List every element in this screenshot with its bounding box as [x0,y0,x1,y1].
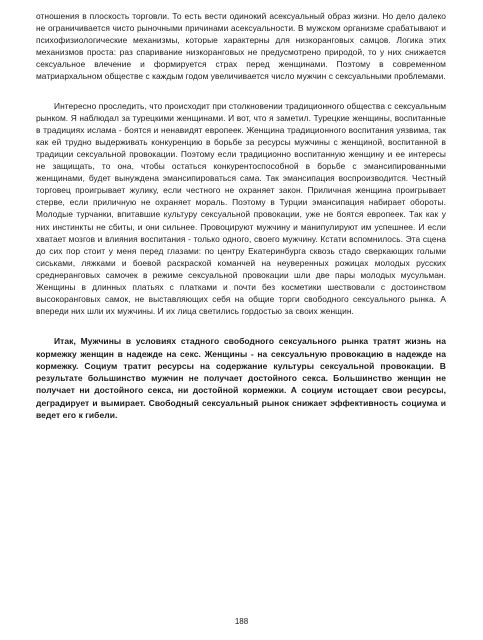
page-body [36,10,446,421]
paragraph-2: Интересно проследить, что происходит при столкновении традиционного общества с сексуальным рынком. Я наблюдал за турецкими женщинами. И вот, что я заметил. Турецкие женщины, воспитанные в традициях ислама - боятся и ненавидят европеек. Женщина традиционного воспитания уязвима, так как ей трудно выдерживать конкуренцию в борьбе за ресурсы мужчины с женщиной, воспитанной в традиции сексуальной провокации. Поэтому если традиционно воспитанную женщину и ее интересы не защищать, то она, чтобы остаться конкурентоспособной в борьбе с эмансипированными женщинами, будет вынуждена эмансипироваться сама. Так эмансипация воспроизводится. Честный торговец проигрывает жулику, если честного не охраняет закон. Приличная женщина проигрывает стерве, если приличную не охраняет мораль. Поэтому в Турции эмансипация набирает обороты. Молодые турчанки, впитавшие культуру сексуальной провокации, уже не боятся европеек. Так как у них инстинкты не сбиты, и они сильнее. Провоцируют мужчину и манипулируют им успешнее. И если хватает мозгов и влияния воспитания - только одного, своего мужчину. Кстати вспомнилось. Эта сцена до сих пор стоит у меня перед глазами: по центру Екатеринбурга сквозь стадо сверкающих голыми сиськами, ляжками и боевой раскраской команчей на неуверенных рожицах молодых русских среднеранговых самочек в режиме сексуальной провокации шли две пары молодых мусульман. Женщины в длинных платьях с платками и почти без косметики шествовали с достоинством высокоранговых самок, не выставляющих себя на общие торги свободного сексуального рынка. А впереди них шли их мужчины. И их лица светились гордостью за своих женщин. [36,100,446,317]
paragraph-gap [36,83,446,100]
paragraph-1: отношения в плоскость торговли. То есть вести одинокий асексуальный образ жизни. Но дело далеко не ограничивается чисто рыночными причинами асексуальности. В мужском организме срабатывают и психофизиологические механизмы, которые характерны для низкоранговых самцов. Логика этих механизмов проста: раз спаривание низкоранговых не предусмотрено природой, то у них снижается сексуальное влечение и формируется страх перед женщинами. Поэтому в современном матриархальном обществе с каждым годом увеличивается число мужчин с сексуальными проблемами. [36,11,446,82]
paragraph-3-bold: Итак, Мужчины в условиях стадного свободного сексуального рынка тратят жизнь на кормежку женщин в надежде на секс. Женщины - на сексуальную провокацию в надежде на кормежку. Социум тратит ресурсы на содержание культуры сексуальной провокации. В результате большинство мужчин не получает достойного секса. Большинство женщин не получает ни достойного секса, ни достойной кормежки. А социум истощает свои ресурсы, деградирует и вымирает. Свободный сексуальный рынок снижает эффективность социума и ведет его к гибели. [36,336,446,421]
paragraph-gap [36,317,446,335]
page-number: 188 [234,617,249,626]
